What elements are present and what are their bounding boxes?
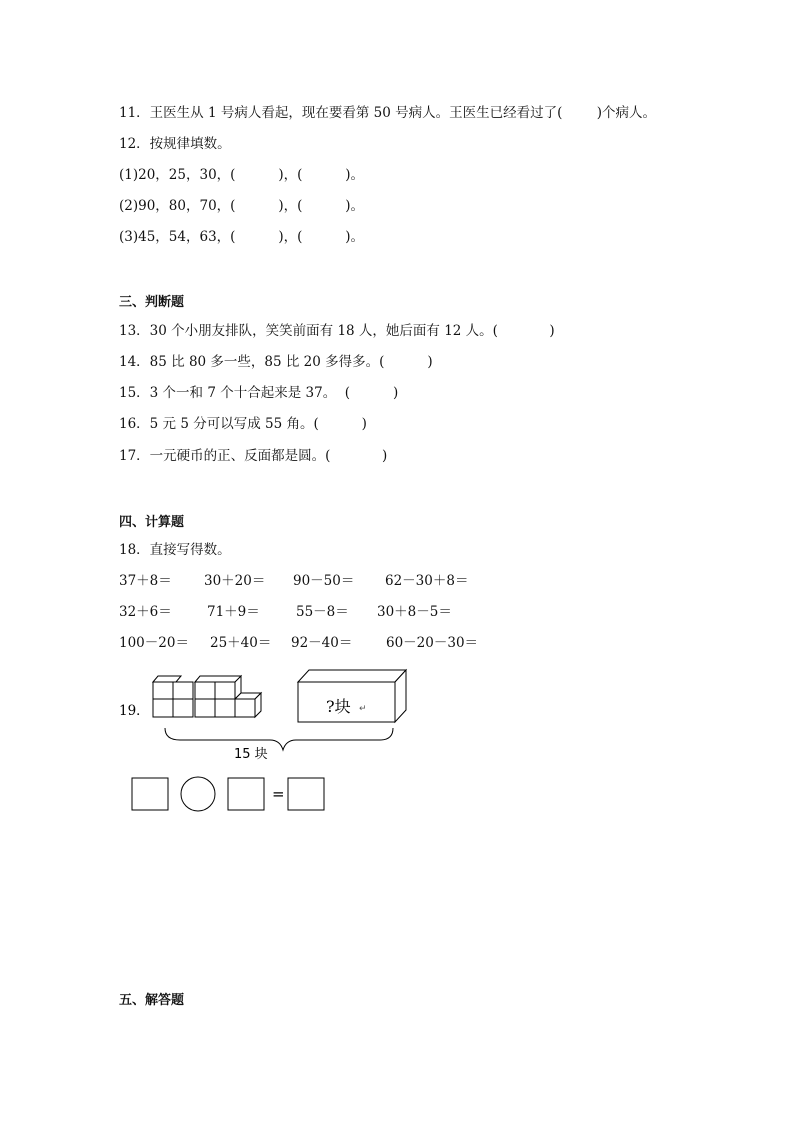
calc-item: 30＋20＝ (204, 573, 266, 589)
operator-circle[interactable] (181, 777, 215, 811)
answer-box-2[interactable] (228, 778, 264, 810)
curly-brace (165, 728, 393, 750)
calc-item: 71＋9＝ (207, 604, 260, 620)
cube-blocks (153, 676, 261, 717)
question-12-part-1: (1)20，25，30，( )，( )。 (119, 167, 365, 183)
return-mark: ↵ (359, 704, 367, 714)
question-12-part-2: (2)90，80，70，( )，( )。 (119, 198, 365, 214)
unknown-blocks-label: ?块 (326, 697, 351, 716)
question-18: 18．直接写得数。 (119, 542, 231, 558)
calc-item: 60－20－30＝ (386, 635, 479, 651)
equals-sign: = (272, 785, 285, 803)
calc-item: 90－50＝ (293, 573, 355, 589)
calc-item: 55－8＝ (296, 604, 349, 620)
calc-item: 100－20＝ (119, 635, 189, 651)
calc-item: 62－30＋8＝ (385, 573, 469, 589)
calc-item: 92－40＝ (291, 635, 353, 651)
answer-box-3[interactable] (288, 778, 324, 810)
question-11: 11．王医生从 1 号病人看起，现在要看第 50 号病人。王医生已经看过了( )个病人。 (119, 105, 656, 121)
question-16: 16．5 元 5 分可以写成 55 角。( ) (119, 416, 367, 432)
equation-boxes (130, 776, 330, 816)
question-12-part-3: (3)45，54，63，( )，( )。 (119, 229, 365, 245)
calc-item: 32＋6＝ (119, 604, 172, 620)
question-15: 15．3 个一和 7 个十合起来是 37。 ( ) (119, 385, 399, 401)
question-19-number: 19． (119, 703, 150, 719)
section-5-heading: 五、解答题 (119, 993, 185, 1008)
section-4-heading: 四、计算题 (119, 515, 185, 530)
calc-item: 25＋40＝ (210, 635, 272, 651)
answer-box-1[interactable] (132, 778, 168, 810)
calc-item: 37＋8＝ (119, 573, 172, 589)
question-14: 14．85 比 80 多一些，85 比 20 多得多。( ) (119, 354, 433, 370)
question-12: 12．按规律填数。 (119, 136, 231, 152)
question-19-diagram (110, 666, 420, 766)
question-17: 17．一元硬币的正、反面都是圆。( ) (119, 448, 388, 464)
total-blocks-label: 15 块 (234, 747, 268, 762)
section-3-heading: 三、判断题 (119, 295, 185, 310)
calc-item: 30＋8－5＝ (377, 604, 452, 620)
question-13: 13．30 个小朋友排队，笑笑前面有 18 人，她后面有 12 人。( ) (119, 323, 555, 339)
big-block (298, 670, 406, 722)
